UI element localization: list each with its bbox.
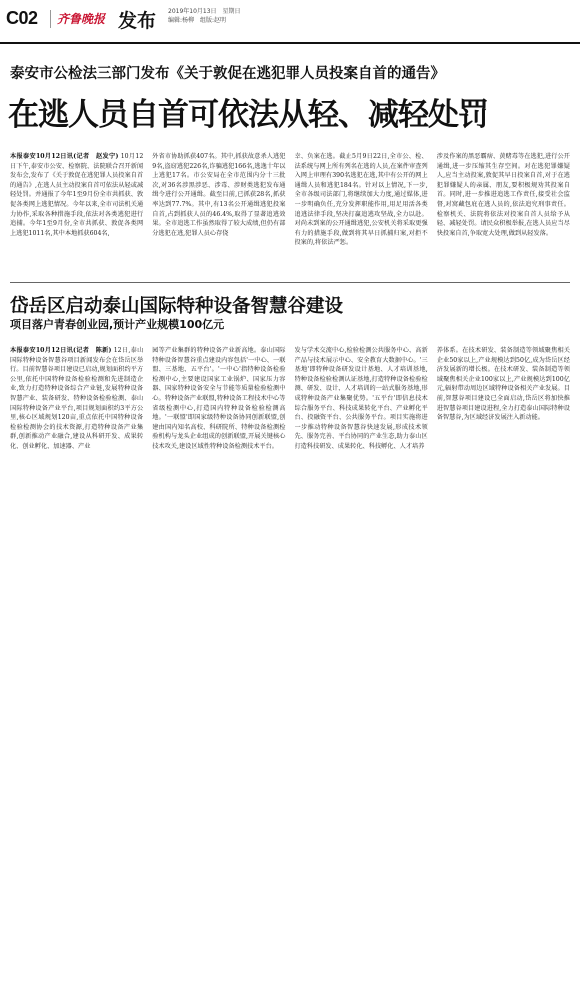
- article2-column: [10, 346, 143, 564]
- article2-text: 园等产业集群的特种设备产业新高地。泰山国际特种设备智慧谷重点建设内容包括'一中心、一联盟、三基地、五平台'。'一中心'指特种设备检验检测中心,主要建设国家工业锅炉、国家压力容器、国家特种设备安全与节能等质量检验检测中心。特种设备产业联盟,特种设备工程技术中心等省级检测中心,打造国内特种设备检验检测高地。'一联盟'即国家级特种设备协同创新联盟,创建由国内知名高校、科研院所、特种设备检测检验机构与龙头企业组成的创新联盟,开展关键核心技术攻关,建设区域性特种设备检测技术平台。: [152, 347, 286, 450]
- article2-text: 12日,泰山国际特种设备智慧谷项目新闻发布会在岱岳区举行。目前智慧谷项目建设已启动,规划面积约平方公里,依托中国特种设备检验检测和先进制造企业,致力打造特种设备综合产业链,发展特种设备智慧产业、装备研发、特种设备检验检测、泰山国际特种设备产业平台,项目规划面积约3平方公里,核心区域规划120亩,重点依托中国特种设备检验检测协会的技术资源,打造特种设备产业集群,创新推动产业融合,建设从科研开发、成果转化、创业孵化、加速器、产业: [10, 347, 144, 450]
- article1-text: 涉及作案的黑恶霸痞、黄赌毒等在逃犯,进行公开通缉,进一步压缩其生存空间。对在逃犯罪嫌疑人,应当主动投案,敦促其早日投案自首,对于在逃犯罪嫌疑人的亲属、朋友,要积极规劝其投案自首。同时,进一步推进追逃工作责任,接受社会监督,对窝藏包庇在逃人员的,依法追究刑事责任。检察机关、法院将依法对投案自首人员给予从轻、减轻处罚。请民众积极举报,在逃人员应当尽快投案自首,争取宽大处理,做到从轻发落。: [436, 153, 570, 237]
- article2-column: [437, 346, 570, 564]
- article1-column: [437, 152, 570, 274]
- article2-column: [152, 346, 285, 564]
- article1-body: [10, 152, 570, 274]
- article2-text: 养体系。在技术研发、装备制造等领域聚焦相关企业50家以上,产业规模达到50亿,成为岱岳区经济发展新的增长极。在技术研发、装备制造等领域聚焦相关企业100家以上,产业规模达到100亿元,辐射带动周边区域特种设备相关产业发展。目前,智慧谷项目建设已全面启动,岱岳区将加快推进智慧谷项目建设进程,全力打造泰山国际特种设备智慧谷,为区域经济发展注入新动能。: [436, 347, 570, 422]
- article2-text: 发与学术交流中心,检验检测公共服务中心、高新产品与技术展示中心、安全教育大数据中心。'三基地'即特种设备研发设计基地、人才培训基地,特种设备检验检测认证基地,打造特种设备检验检测、研发、设计、人才培训的一站式服务基地,形成特种设备产业集聚优势。'五平台'即信息技术综合服务平台、科技成果转化平台、产业孵化平台、投融资平台、公共服务平台。项目实施将进一步推动特种设备智慧谷快速发展,形成技术领先、服务完善、平台协同的产业生态,助力泰山区打造科技研发、成果转化、科技孵化、人才培养: [294, 347, 428, 450]
- issue-meta: [168, 7, 241, 25]
- editor-line: 编辑:杨柳 组版:赵明: [168, 17, 227, 24]
- article1-byline: 本报泰安10月12日讯(记者 赵发宁): [10, 153, 119, 160]
- article1-column: [295, 152, 428, 274]
- article1-column: [10, 152, 143, 274]
- article2-byline: 本报泰安10月12日讯(记者 陈新): [10, 347, 112, 354]
- article2-column: [295, 346, 428, 564]
- article-divider: [10, 282, 570, 283]
- section-name: 发布: [118, 10, 157, 32]
- article1-column: [152, 152, 285, 274]
- newspaper-logo: 齐鲁晚报: [50, 10, 113, 28]
- article1-text: 10月12日下午,泰安市公安、检察院、法院联合召开新闻发布会,发布了《关于敦促在逃犯罪人员投案自首的通告》,在逃人员主动投案自首可依法从轻或减轻处罚。并通报了今年1至9月份全市共抓获、敦促各类网上逃犯情况。今年以来,全市司法机关通力协作,采取各种措施手段,依法对各类逃犯进行追捕。今年1至9月份,全市共抓获、敦促各类网上逃犯1011名,其中本地抓获604名,: [10, 153, 144, 237]
- article1-headline: 在逃人员自首可依法从轻、减轻处罚: [8, 97, 488, 133]
- issue-date: 2019年10月13日 星期日: [168, 8, 241, 15]
- article1-kicker: 泰安市公检法三部门发布《关于敦促在逃犯罪人员投案自首的通告》: [10, 66, 445, 82]
- page-number: C02: [6, 8, 38, 28]
- page-header: [0, 0, 580, 44]
- article1-text: 幸、负案在逃。截止5月9日22日,全市公、检、法系统与网上所有列名在逃的人员,在案件审查列入网上审理有390名逃犯在逃,其中有公开的网上通缉人员和逃犯184名。针对以上情况,下一步,全市各级司法部门,将继续加大力度,通过媒体,进一步明确负任,充分发挥职能作用,用足用活各类追逃法律手段,坚决打赢追逃攻坚战,全力以赴。对尚未到案的公开通缉逃犯,公安机关将采取更强有力的措施手段,做到将其早日抓捕归案,对拒不投案的,将依法严惩。: [294, 153, 428, 247]
- article1-text: 外省市协助抓获407名。其中,抓获故意杀人逃犯9名,盗窃逃犯226名,诈骗逃犯166名,逃逸十年以上逃犯17名。市公安局在全市范围内分十三批次,对36名涉黑涉恶、涉毒、涉财类逃犯发布通缉令进行公开通缉。截至目前,已抓获28名,抓获率达到77.7%。其中,有13名公开通缉逃犯投案自首,占到抓获人员的46.4%,取得了显著追逃效果。全市追逃工作虽然取得了较大成绩,但仍有部分逃犯在逃,犯罪人员心存侥: [152, 153, 286, 237]
- article2-subtitle: 项目落户青春创业园,预计产业规模100亿元: [10, 318, 225, 331]
- article2-body: [10, 346, 570, 564]
- article2-title: 岱岳区启动泰山国际特种设备智慧谷建设: [10, 296, 344, 317]
